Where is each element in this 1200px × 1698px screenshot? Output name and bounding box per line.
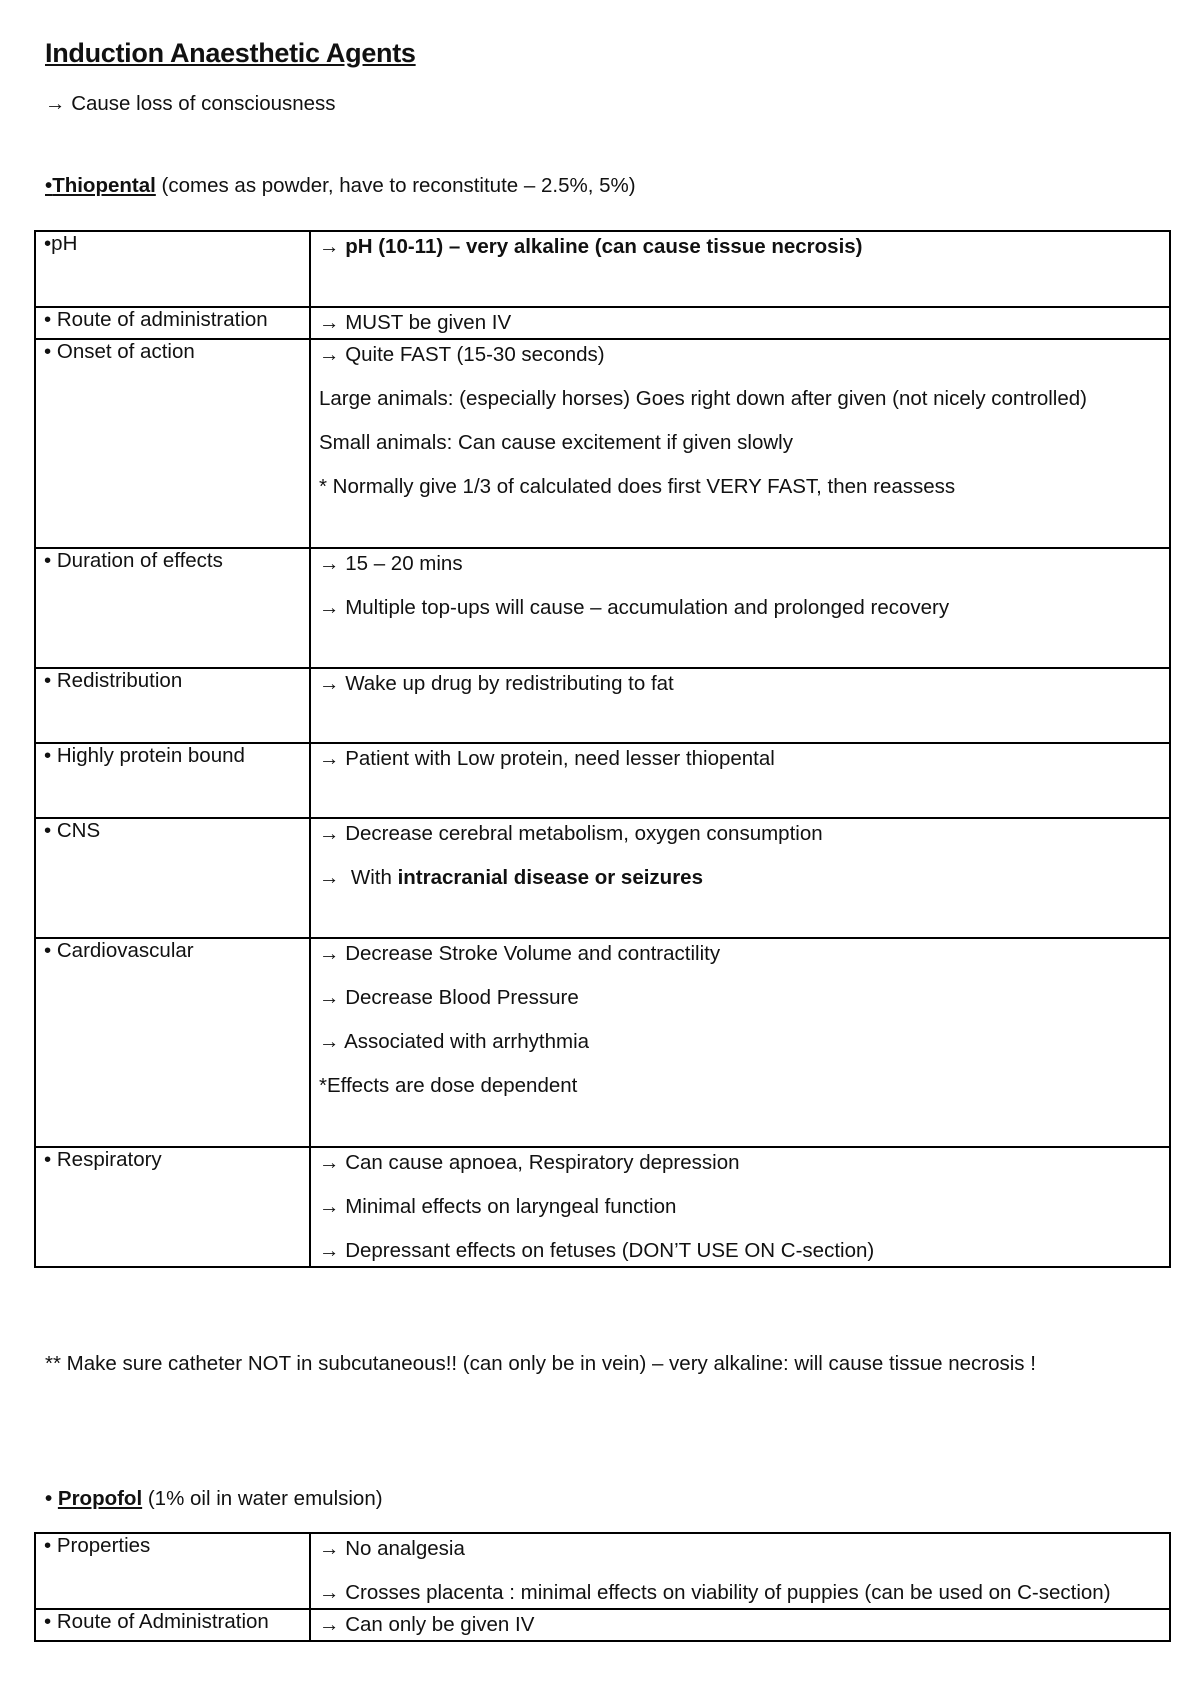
thiopental-heading <box>45 174 636 198</box>
propofol-heading-note: (1% oil in water emulsion) <box>142 1487 383 1510</box>
value-line: → Crosses placenta : minimal effects on viability of puppies (can be used on C-section) <box>319 1581 1111 1604</box>
thiopental-table <box>34 230 1171 1268</box>
row-key: • Duration of effects <box>35 548 310 668</box>
table-row <box>35 818 1170 938</box>
thiopental-warning: ** Make sure catheter NOT in subcutaneous!! (can only be in vein) – very alkaline: will cause tissue necrosis ! <box>45 1352 1036 1375</box>
value-line: → Decrease cerebral metabolism, oxygen consumption <box>319 822 823 845</box>
value-line: *Effects are dose dependent <box>319 1074 578 1097</box>
row-value <box>310 548 1170 668</box>
thiopental-heading-bullet: • <box>45 174 53 197</box>
page-title: Induction Anaesthetic Agents <box>45 38 416 68</box>
propofol-table <box>34 1532 1171 1642</box>
table-row <box>35 668 1170 743</box>
table-row <box>35 1533 1170 1609</box>
row-key: •pH <box>35 231 310 307</box>
table-row <box>35 307 1170 339</box>
row-key: • Route of administration <box>35 307 310 339</box>
value-line: → Multiple top-ups will cause – accumulation and prolonged recovery <box>319 596 950 619</box>
row-value <box>310 1147 1170 1267</box>
value-line: Large animals: (especially horses) Goes right down after given (not nicely controlled) <box>319 387 1087 410</box>
intro-text: → Cause loss of consciousness <box>45 92 336 115</box>
row-value <box>310 938 1170 1147</box>
value-line-prefix: → With <box>319 866 398 889</box>
row-key: • Highly protein bound <box>35 743 310 818</box>
table-row <box>35 231 1170 307</box>
row-value <box>310 818 1170 938</box>
table-row <box>35 548 1170 668</box>
row-value <box>310 1609 1170 1641</box>
row-value <box>310 307 1170 339</box>
row-value <box>310 668 1170 743</box>
value-line: → Depressant effects on fetuses (DON’T USE ON C-section) <box>319 1239 875 1262</box>
value-line: → Patient with Low protein, need lesser thiopental <box>319 747 775 770</box>
value-line: * Normally give 1/3 of calculated does first VERY FAST, then reassess <box>319 475 956 498</box>
table-row <box>35 339 1170 548</box>
value-line: → Associated with arrhythmia <box>319 1030 590 1053</box>
value-line: → Minimal effects on laryngeal function <box>319 1195 677 1218</box>
row-key: • Redistribution <box>35 668 310 743</box>
row-key: • Cardiovascular <box>35 938 310 1147</box>
row-key: • Respiratory <box>35 1147 310 1267</box>
table-row <box>35 1609 1170 1641</box>
value-line-emphasis: intracranial disease or seizures <box>397 866 703 889</box>
value-line: → No analgesia <box>319 1537 465 1560</box>
propofol-heading <box>45 1487 383 1511</box>
row-key: • Onset of action <box>35 339 310 548</box>
row-key: • Properties <box>35 1533 310 1609</box>
value-line: → Can only be given IV <box>319 1613 535 1636</box>
value-line: → Decrease Blood Pressure <box>319 986 579 1009</box>
table-row <box>35 938 1170 1147</box>
row-key: • CNS <box>35 818 310 938</box>
row-key: • Route of Administration <box>35 1609 310 1641</box>
value-line: → 15 – 20 mins <box>319 552 463 575</box>
value-line: → MUST be given IV <box>319 311 512 334</box>
value-line: → Decrease Stroke Volume and contractility <box>319 942 721 965</box>
table-row <box>35 1147 1170 1267</box>
propofol-heading-name: Propofol <box>57 1487 143 1510</box>
row-value <box>310 339 1170 548</box>
value-line <box>319 863 1161 907</box>
thiopental-heading-note: (comes as powder, have to reconstitute – 2.5%, 5%) <box>155 174 636 197</box>
thiopental-heading-name: Thiopental <box>52 174 156 197</box>
propofol-heading-bullet: • <box>45 1487 53 1510</box>
table-row <box>35 743 1170 818</box>
value-line: → Quite FAST (15-30 seconds) <box>319 343 605 366</box>
value-line: Small animals: Can cause excitement if given slowly <box>319 431 793 454</box>
value-line: → pH (10-11) – very alkaline (can cause tissue necrosis) <box>319 235 863 258</box>
row-value <box>310 1533 1170 1609</box>
value-line: → Can cause apnoea, Respiratory depression <box>319 1151 740 1174</box>
row-value <box>310 743 1170 818</box>
row-value <box>310 231 1170 307</box>
value-line: → Wake up drug by redistributing to fat <box>319 672 674 695</box>
